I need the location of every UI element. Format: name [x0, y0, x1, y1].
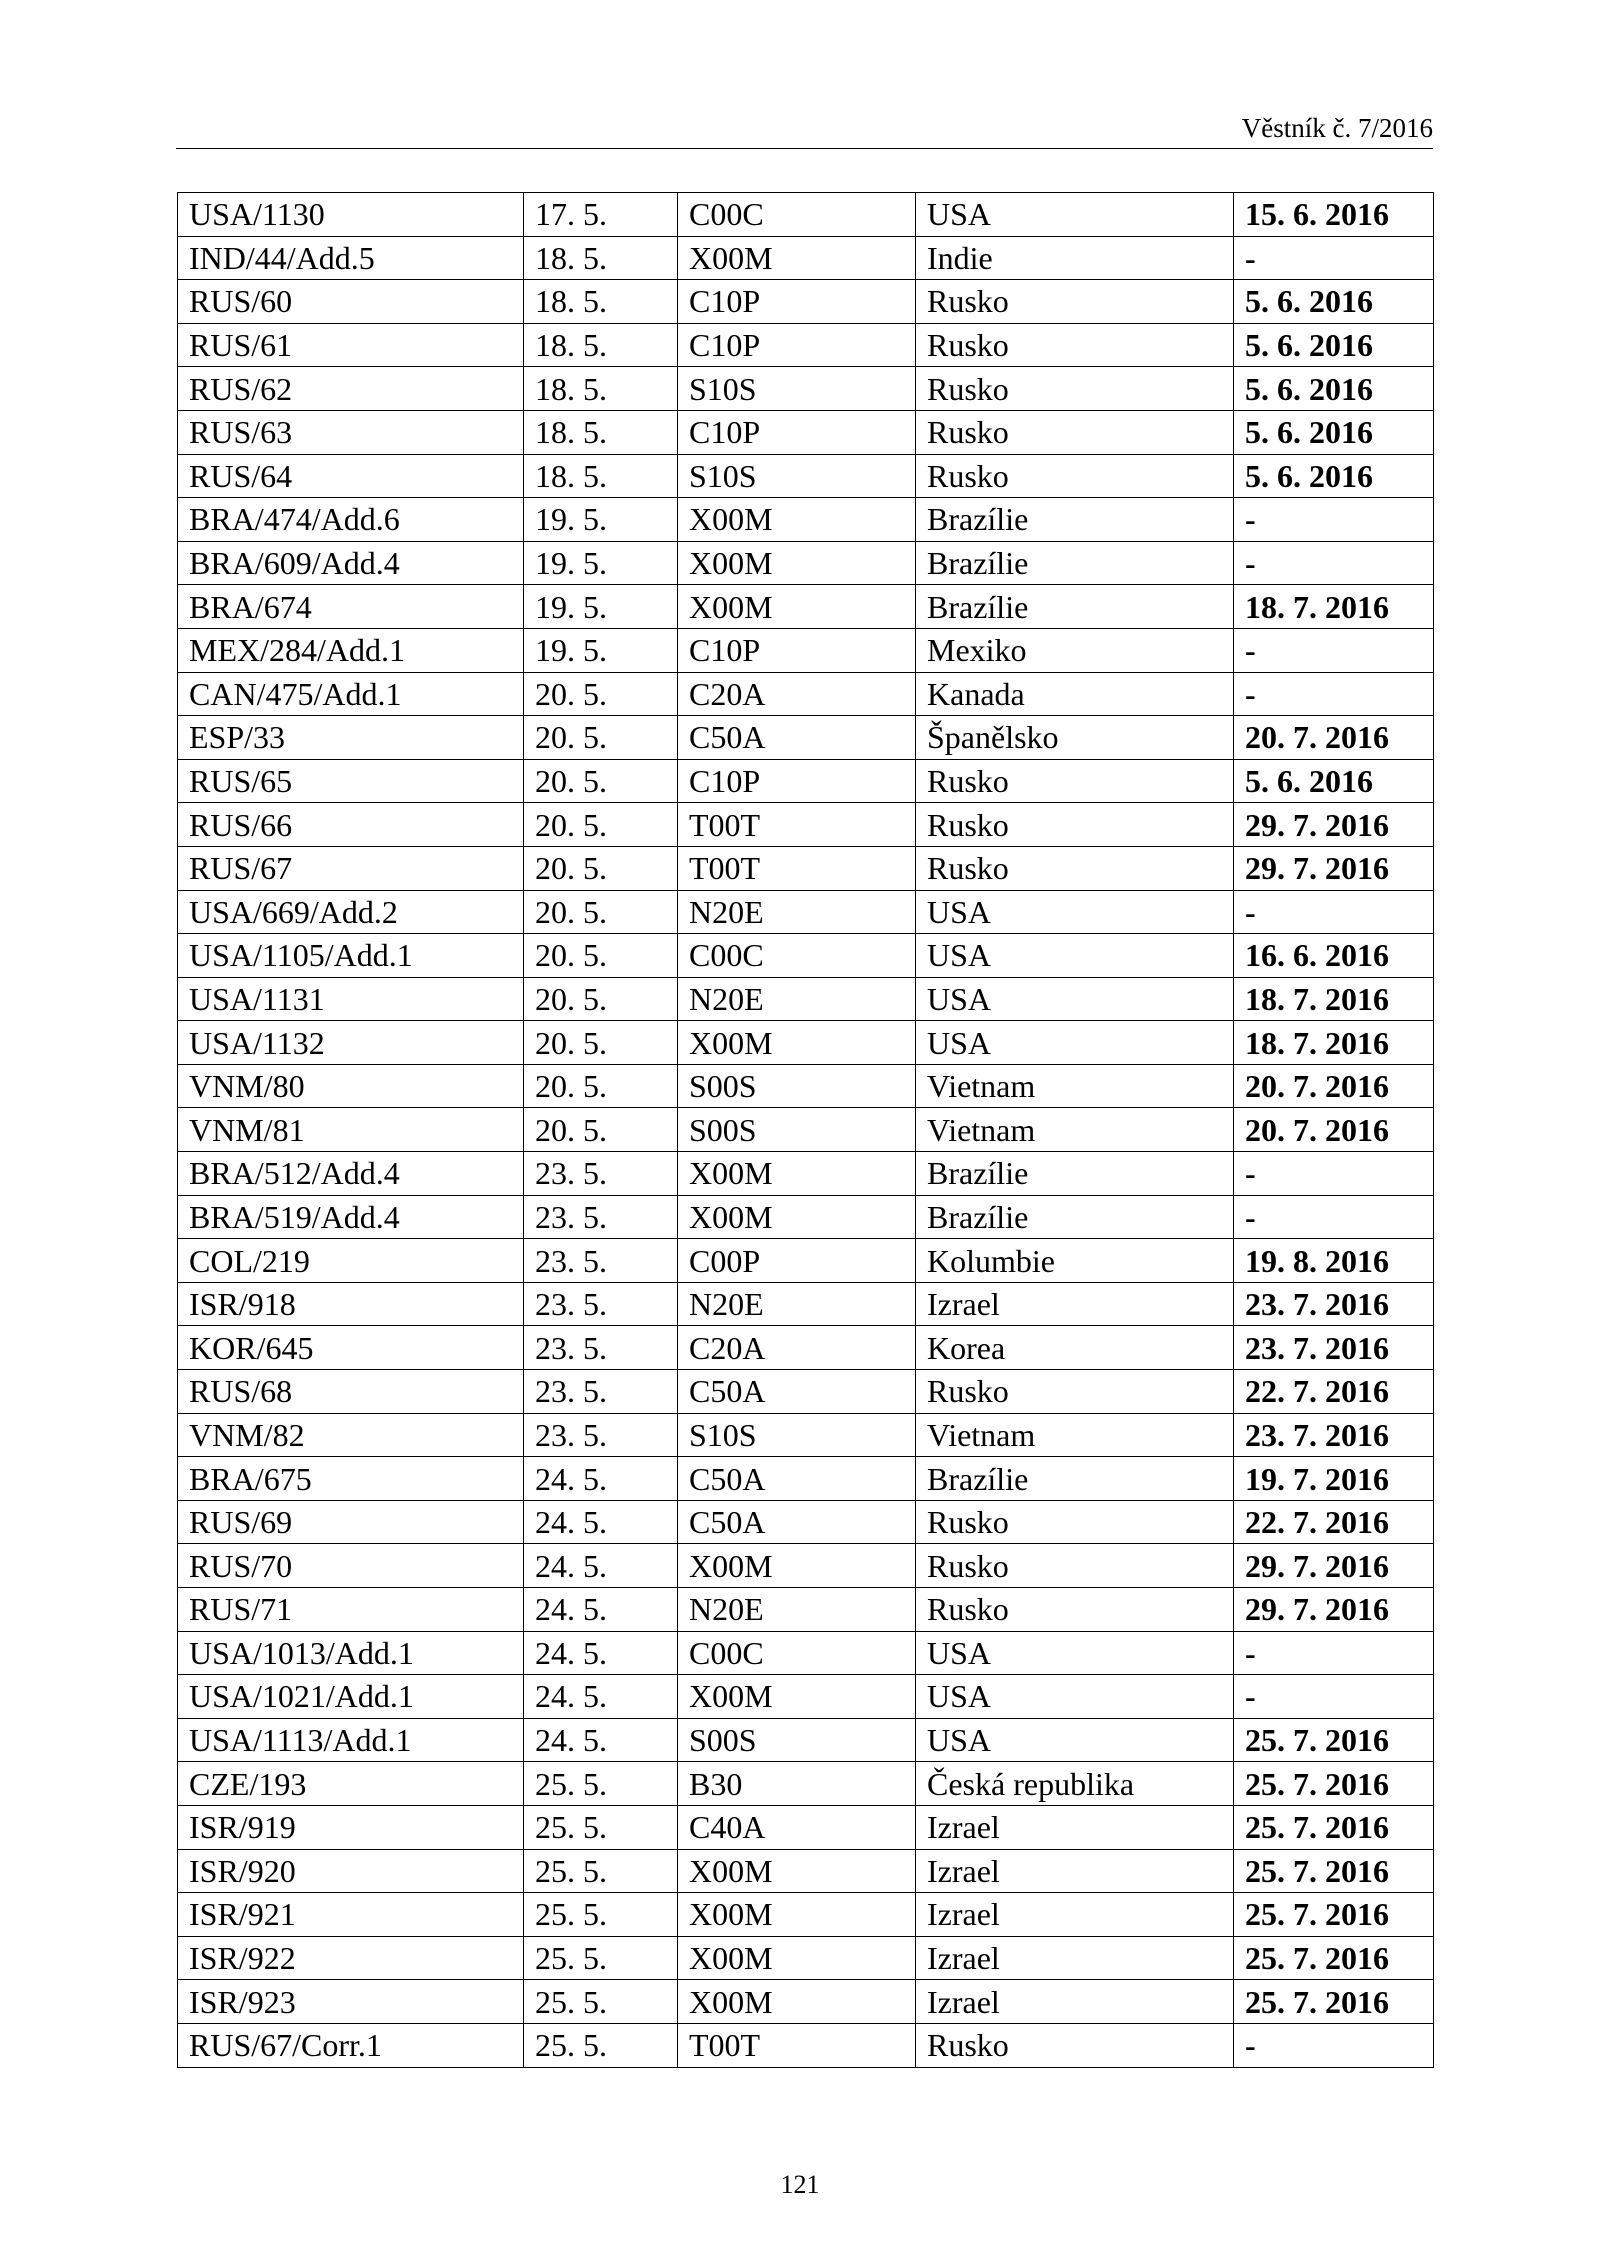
category-code-cell: C20A	[678, 672, 916, 716]
category-code-cell: B30	[678, 1762, 916, 1806]
deadline-cell: 5. 6. 2016	[1234, 367, 1434, 411]
page-number: 121	[780, 2170, 820, 2199]
date-cell: 18. 5.	[524, 323, 678, 367]
country-cell: Rusko	[916, 2023, 1234, 2067]
country-cell: USA	[916, 977, 1234, 1021]
category-code-cell: S10S	[678, 367, 916, 411]
date-cell: 20. 5.	[524, 934, 678, 978]
category-code-cell: C50A	[678, 1500, 916, 1544]
table-row	[178, 716, 1434, 760]
date-cell: 18. 5.	[524, 367, 678, 411]
date-cell: 23. 5.	[524, 1152, 678, 1196]
category-code-cell: C00C	[678, 193, 916, 237]
table-row	[178, 193, 1434, 237]
table-row	[178, 1805, 1434, 1849]
country-cell: Rusko	[916, 1370, 1234, 1414]
date-cell: 20. 5.	[524, 759, 678, 803]
category-code-cell: S00S	[678, 1718, 916, 1762]
deadline-cell: 25. 7. 2016	[1234, 1762, 1434, 1806]
category-code-cell: S00S	[678, 1064, 916, 1108]
date-cell: 23. 5.	[524, 1195, 678, 1239]
deadline-cell: -	[1234, 628, 1434, 672]
document-code-cell: BRA/474/Add.6	[178, 498, 524, 542]
country-cell: Vietnam	[916, 1064, 1234, 1108]
document-code-cell: RUS/68	[178, 1370, 524, 1414]
country-cell: Brazílie	[916, 498, 1234, 542]
date-cell: 24. 5.	[524, 1631, 678, 1675]
country-cell: Brazílie	[916, 1457, 1234, 1501]
country-cell: Česká republika	[916, 1762, 1234, 1806]
date-cell: 23. 5.	[524, 1370, 678, 1414]
date-cell: 25. 5.	[524, 1936, 678, 1980]
country-cell: Brazílie	[916, 1152, 1234, 1196]
table-row	[178, 498, 1434, 542]
document-code-cell: RUS/62	[178, 367, 524, 411]
date-cell: 18. 5.	[524, 236, 678, 280]
category-code-cell: X00M	[678, 498, 916, 542]
table-row	[178, 1239, 1434, 1283]
document-code-cell: ESP/33	[178, 716, 524, 760]
deadline-cell: -	[1234, 672, 1434, 716]
table-row	[178, 1370, 1434, 1414]
document-code-cell: RUS/60	[178, 280, 524, 324]
country-cell: Španělsko	[916, 716, 1234, 760]
country-cell: Korea	[916, 1326, 1234, 1370]
country-cell: Rusko	[916, 759, 1234, 803]
deadline-cell: -	[1234, 1195, 1434, 1239]
date-cell: 23. 5.	[524, 1239, 678, 1283]
deadline-cell: -	[1234, 541, 1434, 585]
deadline-cell: 22. 7. 2016	[1234, 1370, 1434, 1414]
date-cell: 20. 5.	[524, 846, 678, 890]
date-cell: 24. 5.	[524, 1588, 678, 1632]
document-code-cell: USA/1130	[178, 193, 524, 237]
date-cell: 19. 5.	[524, 498, 678, 542]
category-code-cell: X00M	[678, 1936, 916, 1980]
page-header	[176, 112, 1433, 149]
document-code-cell: ISR/920	[178, 1849, 524, 1893]
deadline-cell: 19. 8. 2016	[1234, 1239, 1434, 1283]
country-cell: Brazílie	[916, 541, 1234, 585]
date-cell: 18. 5.	[524, 280, 678, 324]
date-cell: 19. 5.	[524, 541, 678, 585]
document-code-cell: RUS/63	[178, 410, 524, 454]
date-cell: 19. 5.	[524, 585, 678, 629]
document-code-cell: BRA/674	[178, 585, 524, 629]
date-cell: 17. 5.	[524, 193, 678, 237]
category-code-cell: X00M	[678, 541, 916, 585]
table-row	[178, 323, 1434, 367]
deadline-cell: 5. 6. 2016	[1234, 454, 1434, 498]
deadline-cell: 29. 7. 2016	[1234, 846, 1434, 890]
table-row	[178, 1457, 1434, 1501]
country-cell: USA	[916, 1675, 1234, 1719]
table-row	[178, 367, 1434, 411]
country-cell: Rusko	[916, 323, 1234, 367]
country-cell: USA	[916, 934, 1234, 978]
table-row	[178, 1893, 1434, 1937]
category-code-cell: S10S	[678, 454, 916, 498]
category-code-cell: C10P	[678, 280, 916, 324]
date-cell: 20. 5.	[524, 890, 678, 934]
table-row	[178, 1631, 1434, 1675]
table-row	[178, 1718, 1434, 1762]
document-code-cell: USA/1021/Add.1	[178, 1675, 524, 1719]
document-code-cell: USA/1132	[178, 1021, 524, 1065]
deadline-cell: 25. 7. 2016	[1234, 1718, 1434, 1762]
document-code-cell: RUS/71	[178, 1588, 524, 1632]
country-cell: Rusko	[916, 454, 1234, 498]
deadline-cell: 29. 7. 2016	[1234, 1544, 1434, 1588]
date-cell: 20. 5.	[524, 977, 678, 1021]
table-row	[178, 846, 1434, 890]
date-cell: 25. 5.	[524, 1980, 678, 2024]
country-cell: Rusko	[916, 1588, 1234, 1632]
table-row	[178, 541, 1434, 585]
document-code-cell: ISR/918	[178, 1282, 524, 1326]
deadline-cell: -	[1234, 1152, 1434, 1196]
document-code-cell: RUS/67/Corr.1	[178, 2023, 524, 2067]
table-row	[178, 1936, 1434, 1980]
date-cell: 19. 5.	[524, 628, 678, 672]
document-code-cell: RUS/66	[178, 803, 524, 847]
category-code-cell: C00C	[678, 934, 916, 978]
document-code-cell: BRA/519/Add.4	[178, 1195, 524, 1239]
date-cell: 24. 5.	[524, 1675, 678, 1719]
country-cell: Rusko	[916, 280, 1234, 324]
deadline-cell: 25. 7. 2016	[1234, 1849, 1434, 1893]
country-cell: Izrael	[916, 1980, 1234, 2024]
country-cell: Kolumbie	[916, 1239, 1234, 1283]
date-cell: 20. 5.	[524, 1021, 678, 1065]
category-code-cell: T00T	[678, 2023, 916, 2067]
table-row	[178, 2023, 1434, 2067]
table-body	[178, 193, 1434, 2068]
country-cell: Rusko	[916, 803, 1234, 847]
category-code-cell: C10P	[678, 759, 916, 803]
notification-table	[177, 192, 1434, 2068]
deadline-cell: -	[1234, 1631, 1434, 1675]
document-code-cell: IND/44/Add.5	[178, 236, 524, 280]
category-code-cell: C40A	[678, 1805, 916, 1849]
deadline-cell: 5. 6. 2016	[1234, 280, 1434, 324]
country-cell: Vietnam	[916, 1108, 1234, 1152]
country-cell: USA	[916, 890, 1234, 934]
document-code-cell: RUS/65	[178, 759, 524, 803]
category-code-cell: X00M	[678, 1893, 916, 1937]
country-cell: USA	[916, 193, 1234, 237]
deadline-cell: -	[1234, 1675, 1434, 1719]
category-code-cell: X00M	[678, 236, 916, 280]
category-code-cell: C10P	[678, 410, 916, 454]
deadline-cell: -	[1234, 2023, 1434, 2067]
category-code-cell: X00M	[678, 1195, 916, 1239]
table-row	[178, 628, 1434, 672]
date-cell: 25. 5.	[524, 2023, 678, 2067]
table-row	[178, 1152, 1434, 1196]
table-row	[178, 1108, 1434, 1152]
deadline-cell: 22. 7. 2016	[1234, 1500, 1434, 1544]
table-row	[178, 1021, 1434, 1065]
header-title: Věstník č. 7/2016	[1241, 113, 1433, 143]
document-code-cell: RUS/61	[178, 323, 524, 367]
country-cell: Vietnam	[916, 1413, 1234, 1457]
date-cell: 24. 5.	[524, 1457, 678, 1501]
category-code-cell: S00S	[678, 1108, 916, 1152]
document-code-cell: ISR/921	[178, 1893, 524, 1937]
category-code-cell: C00P	[678, 1239, 916, 1283]
date-cell: 20. 5.	[524, 803, 678, 847]
date-cell: 23. 5.	[524, 1282, 678, 1326]
country-cell: Rusko	[916, 1500, 1234, 1544]
category-code-cell: C10P	[678, 323, 916, 367]
date-cell: 24. 5.	[524, 1500, 678, 1544]
document-code-cell: RUS/64	[178, 454, 524, 498]
deadline-cell: 25. 7. 2016	[1234, 1980, 1434, 2024]
deadline-cell: 18. 7. 2016	[1234, 1021, 1434, 1065]
document-code-cell: BRA/675	[178, 1457, 524, 1501]
country-cell: Mexiko	[916, 628, 1234, 672]
table-row	[178, 454, 1434, 498]
deadline-cell: 20. 7. 2016	[1234, 1064, 1434, 1108]
date-cell: 20. 5.	[524, 1108, 678, 1152]
date-cell: 20. 5.	[524, 1064, 678, 1108]
deadline-cell: 29. 7. 2016	[1234, 1588, 1434, 1632]
deadline-cell: 5. 6. 2016	[1234, 759, 1434, 803]
table-row	[178, 1195, 1434, 1239]
table-row	[178, 1413, 1434, 1457]
country-cell: Rusko	[916, 367, 1234, 411]
country-cell: Izrael	[916, 1936, 1234, 1980]
document-code-cell: CZE/193	[178, 1762, 524, 1806]
category-code-cell: T00T	[678, 846, 916, 890]
category-code-cell: X00M	[678, 1152, 916, 1196]
table-row	[178, 759, 1434, 803]
document-code-cell: ISR/923	[178, 1980, 524, 2024]
table-row	[178, 1588, 1434, 1632]
date-cell: 24. 5.	[524, 1718, 678, 1762]
date-cell: 20. 5.	[524, 716, 678, 760]
document-code-cell: RUS/69	[178, 1500, 524, 1544]
country-cell: Rusko	[916, 1544, 1234, 1588]
category-code-cell: C00C	[678, 1631, 916, 1675]
date-cell: 25. 5.	[524, 1762, 678, 1806]
document-code-cell: COL/219	[178, 1239, 524, 1283]
table-row	[178, 1544, 1434, 1588]
deadline-cell: 25. 7. 2016	[1234, 1893, 1434, 1937]
date-cell: 18. 5.	[524, 454, 678, 498]
table-row	[178, 1849, 1434, 1893]
deadline-cell: 25. 7. 2016	[1234, 1936, 1434, 1980]
country-cell: USA	[916, 1631, 1234, 1675]
date-cell: 23. 5.	[524, 1413, 678, 1457]
category-code-cell: N20E	[678, 1588, 916, 1632]
table-row	[178, 280, 1434, 324]
table-row	[178, 410, 1434, 454]
table-row	[178, 1675, 1434, 1719]
category-code-cell: C50A	[678, 716, 916, 760]
date-cell: 25. 5.	[524, 1849, 678, 1893]
category-code-cell: N20E	[678, 977, 916, 1021]
table-row	[178, 1064, 1434, 1108]
document-code-cell: BRA/609/Add.4	[178, 541, 524, 585]
document-code-cell: ISR/919	[178, 1805, 524, 1849]
document-code-cell: BRA/512/Add.4	[178, 1152, 524, 1196]
country-cell: Indie	[916, 236, 1234, 280]
table-row	[178, 1282, 1434, 1326]
document-code-cell: USA/1013/Add.1	[178, 1631, 524, 1675]
table-row	[178, 1980, 1434, 2024]
table-row	[178, 1762, 1434, 1806]
category-code-cell: X00M	[678, 1675, 916, 1719]
country-cell: Izrael	[916, 1893, 1234, 1937]
country-cell: Izrael	[916, 1282, 1234, 1326]
deadline-cell: 15. 6. 2016	[1234, 193, 1434, 237]
deadline-cell: 16. 6. 2016	[1234, 934, 1434, 978]
country-cell: USA	[916, 1021, 1234, 1065]
document-code-cell: VNM/80	[178, 1064, 524, 1108]
table-row	[178, 672, 1434, 716]
table-row	[178, 236, 1434, 280]
date-cell: 23. 5.	[524, 1326, 678, 1370]
table-row	[178, 1326, 1434, 1370]
country-cell: Rusko	[916, 410, 1234, 454]
category-code-cell: C20A	[678, 1326, 916, 1370]
document-code-cell: VNM/81	[178, 1108, 524, 1152]
category-code-cell: C50A	[678, 1370, 916, 1414]
document-code-cell: MEX/284/Add.1	[178, 628, 524, 672]
document-code-cell: USA/1105/Add.1	[178, 934, 524, 978]
deadline-cell: -	[1234, 498, 1434, 542]
category-code-cell: T00T	[678, 803, 916, 847]
country-cell: Izrael	[916, 1849, 1234, 1893]
category-code-cell: X00M	[678, 1544, 916, 1588]
deadline-cell: -	[1234, 890, 1434, 934]
deadline-cell: 20. 7. 2016	[1234, 716, 1434, 760]
date-cell: 18. 5.	[524, 410, 678, 454]
date-cell: 24. 5.	[524, 1544, 678, 1588]
deadline-cell: 5. 6. 2016	[1234, 410, 1434, 454]
category-code-cell: X00M	[678, 1021, 916, 1065]
date-cell: 25. 5.	[524, 1893, 678, 1937]
document-code-cell: USA/1131	[178, 977, 524, 1021]
country-cell: Kanada	[916, 672, 1234, 716]
document-code-cell: CAN/475/Add.1	[178, 672, 524, 716]
country-cell: Rusko	[916, 846, 1234, 890]
country-cell: Izrael	[916, 1805, 1234, 1849]
category-code-cell: C10P	[678, 628, 916, 672]
deadline-cell: 5. 6. 2016	[1234, 323, 1434, 367]
category-code-cell: C50A	[678, 1457, 916, 1501]
category-code-cell: S10S	[678, 1413, 916, 1457]
document-code-cell: KOR/645	[178, 1326, 524, 1370]
country-cell: Brazílie	[916, 1195, 1234, 1239]
deadline-cell: 29. 7. 2016	[1234, 803, 1434, 847]
deadline-cell: 20. 7. 2016	[1234, 1108, 1434, 1152]
deadline-cell: 19. 7. 2016	[1234, 1457, 1434, 1501]
document-code-cell: USA/669/Add.2	[178, 890, 524, 934]
table-row	[178, 803, 1434, 847]
deadline-cell: -	[1234, 236, 1434, 280]
country-cell: Brazílie	[916, 585, 1234, 629]
deadline-cell: 23. 7. 2016	[1234, 1326, 1434, 1370]
table-row	[178, 977, 1434, 1021]
category-code-cell: X00M	[678, 1849, 916, 1893]
table-row	[178, 1500, 1434, 1544]
document-code-cell: USA/1113/Add.1	[178, 1718, 524, 1762]
date-cell: 25. 5.	[524, 1805, 678, 1849]
country-cell: USA	[916, 1718, 1234, 1762]
date-cell: 20. 5.	[524, 672, 678, 716]
table-row	[178, 585, 1434, 629]
deadline-cell: 25. 7. 2016	[1234, 1805, 1434, 1849]
category-code-cell: X00M	[678, 585, 916, 629]
deadline-cell: 23. 7. 2016	[1234, 1282, 1434, 1326]
category-code-cell: X00M	[678, 1980, 916, 2024]
document-code-cell: RUS/67	[178, 846, 524, 890]
category-code-cell: N20E	[678, 1282, 916, 1326]
deadline-cell: 18. 7. 2016	[1234, 585, 1434, 629]
document-code-cell: RUS/70	[178, 1544, 524, 1588]
deadline-cell: 23. 7. 2016	[1234, 1413, 1434, 1457]
table-row	[178, 890, 1434, 934]
category-code-cell: N20E	[678, 890, 916, 934]
table-row	[178, 934, 1434, 978]
document-code-cell: VNM/82	[178, 1413, 524, 1457]
deadline-cell: 18. 7. 2016	[1234, 977, 1434, 1021]
document-code-cell: ISR/922	[178, 1936, 524, 1980]
